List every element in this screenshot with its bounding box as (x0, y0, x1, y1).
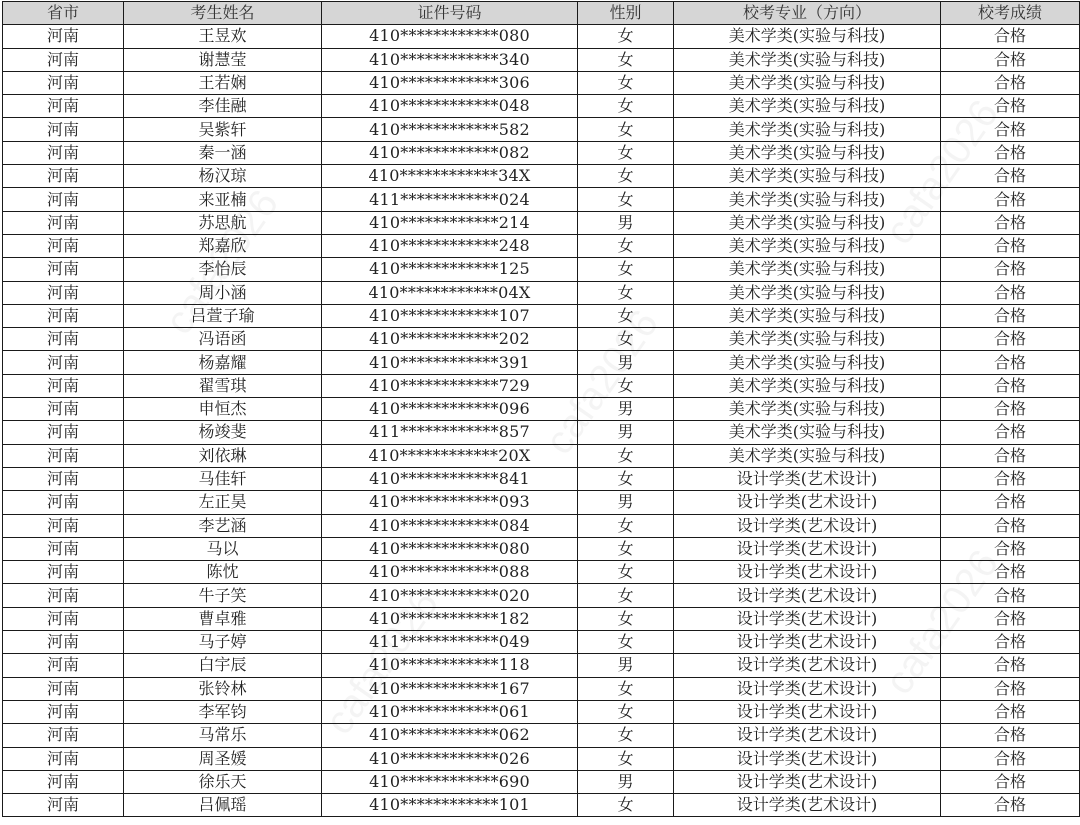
table-row (3, 351, 1080, 374)
cell-candidate-name: 谢慧莹 (124, 48, 322, 71)
cell-province: 河南 (3, 95, 124, 118)
cell-candidate-name: 李军钧 (124, 700, 322, 723)
table-header-row (3, 2, 1080, 25)
cell-gender: 男 (578, 211, 674, 234)
cell-candidate-name: 马以 (124, 537, 322, 560)
cell-province: 河南 (3, 631, 124, 654)
cell-result: 合格 (941, 537, 1080, 560)
cell-province: 河南 (3, 584, 124, 607)
cell-id-number: 410************026 (322, 747, 578, 770)
cell-gender: 女 (578, 374, 674, 397)
cell-gender: 女 (578, 607, 674, 630)
table-row (3, 607, 1080, 630)
cell-candidate-name: 马常乐 (124, 724, 322, 747)
cell-province: 河南 (3, 188, 124, 211)
table-row (3, 25, 1080, 48)
cell-candidate-name: 徐乐天 (124, 770, 322, 793)
cell-province: 河南 (3, 398, 124, 421)
cell-id-number: 410************080 (322, 537, 578, 560)
cell-gender: 女 (578, 537, 674, 560)
cell-province: 河南 (3, 700, 124, 723)
cell-major: 美术学类(实验与科技) (674, 211, 941, 234)
cell-result: 合格 (941, 211, 1080, 234)
cell-province: 河南 (3, 328, 124, 351)
cell-candidate-name: 张铃林 (124, 677, 322, 700)
cell-id-number: 410************214 (322, 211, 578, 234)
cell-id-number: 410************020 (322, 584, 578, 607)
cell-gender: 女 (578, 584, 674, 607)
cell-result: 合格 (941, 700, 1080, 723)
cell-id-number: 410************306 (322, 71, 578, 94)
admission-results-table (2, 1, 1080, 817)
cell-id-number: 410************391 (322, 351, 578, 374)
cell-province: 河南 (3, 165, 124, 188)
cell-province: 河南 (3, 25, 124, 48)
cell-id-number: 410************096 (322, 398, 578, 421)
cell-province: 河南 (3, 491, 124, 514)
cell-province: 河南 (3, 211, 124, 234)
cell-candidate-name: 苏思航 (124, 211, 322, 234)
cell-candidate-name: 冯语函 (124, 328, 322, 351)
cell-gender: 女 (578, 677, 674, 700)
cell-gender: 女 (578, 561, 674, 584)
table-row (3, 281, 1080, 304)
cell-province: 河南 (3, 304, 124, 327)
cell-candidate-name: 吕佩瑶 (124, 794, 322, 817)
cell-province: 河南 (3, 421, 124, 444)
cell-province: 河南 (3, 770, 124, 793)
cell-gender: 女 (578, 25, 674, 48)
cell-id-number: 410************202 (322, 328, 578, 351)
cell-province: 河南 (3, 654, 124, 677)
cell-candidate-name: 周圣媛 (124, 747, 322, 770)
cell-major: 设计学类(艺术设计) (674, 631, 941, 654)
cell-province: 河南 (3, 444, 124, 467)
cell-id-number: 410************04X (322, 281, 578, 304)
cell-major: 设计学类(艺术设计) (674, 770, 941, 793)
table-row (3, 631, 1080, 654)
cell-major: 设计学类(艺术设计) (674, 654, 941, 677)
cell-candidate-name: 李怡辰 (124, 258, 322, 281)
cell-major: 美术学类(实验与科技) (674, 95, 941, 118)
cell-major: 美术学类(实验与科技) (674, 421, 941, 444)
cell-candidate-name: 吴紫轩 (124, 118, 322, 141)
table-row (3, 584, 1080, 607)
table-row (3, 724, 1080, 747)
header-result: 校考成绩 (941, 2, 1080, 25)
table-row (3, 398, 1080, 421)
cell-gender: 女 (578, 724, 674, 747)
table-row (3, 654, 1080, 677)
cell-candidate-name: 杨竣斐 (124, 421, 322, 444)
cell-id-number: 411************024 (322, 188, 578, 211)
cell-id-number: 411************857 (322, 421, 578, 444)
cell-result: 合格 (941, 374, 1080, 397)
cell-province: 河南 (3, 537, 124, 560)
table-row (3, 677, 1080, 700)
cell-candidate-name: 左正昊 (124, 491, 322, 514)
cell-result: 合格 (941, 467, 1080, 490)
cell-result: 合格 (941, 770, 1080, 793)
cell-major: 美术学类(实验与科技) (674, 48, 941, 71)
cell-candidate-name: 吕萱子瑜 (124, 304, 322, 327)
cell-gender: 女 (578, 281, 674, 304)
cell-result: 合格 (941, 631, 1080, 654)
cell-result: 合格 (941, 747, 1080, 770)
table-row (3, 118, 1080, 141)
table-row (3, 700, 1080, 723)
cell-result: 合格 (941, 398, 1080, 421)
cell-candidate-name: 陈忱 (124, 561, 322, 584)
cell-gender: 女 (578, 165, 674, 188)
cell-id-number: 410************582 (322, 118, 578, 141)
cell-result: 合格 (941, 444, 1080, 467)
cell-province: 河南 (3, 351, 124, 374)
cell-gender: 女 (578, 258, 674, 281)
cell-major: 美术学类(实验与科技) (674, 141, 941, 164)
cell-candidate-name: 郑嘉欣 (124, 234, 322, 257)
cell-major: 设计学类(艺术设计) (674, 537, 941, 560)
cell-province: 河南 (3, 467, 124, 490)
cell-province: 河南 (3, 141, 124, 164)
cell-gender: 男 (578, 491, 674, 514)
cell-gender: 女 (578, 48, 674, 71)
cell-id-number: 410************182 (322, 607, 578, 630)
cell-province: 河南 (3, 561, 124, 584)
cell-province: 河南 (3, 677, 124, 700)
table-row (3, 71, 1080, 94)
cell-major: 美术学类(实验与科技) (674, 328, 941, 351)
cell-province: 河南 (3, 48, 124, 71)
cell-major: 美术学类(实验与科技) (674, 118, 941, 141)
cell-major: 设计学类(艺术设计) (674, 794, 941, 817)
header-major: 校考专业（方向） (674, 2, 941, 25)
cell-province: 河南 (3, 514, 124, 537)
cell-id-number: 411************049 (322, 631, 578, 654)
cell-major: 设计学类(艺术设计) (674, 467, 941, 490)
cell-result: 合格 (941, 654, 1080, 677)
table-row (3, 165, 1080, 188)
cell-major: 设计学类(艺术设计) (674, 561, 941, 584)
cell-major: 美术学类(实验与科技) (674, 351, 941, 374)
cell-major: 设计学类(艺术设计) (674, 724, 941, 747)
cell-result: 合格 (941, 281, 1080, 304)
cell-province: 河南 (3, 724, 124, 747)
cell-gender: 女 (578, 467, 674, 490)
cell-candidate-name: 翟雪琪 (124, 374, 322, 397)
cell-major: 美术学类(实验与科技) (674, 444, 941, 467)
cell-candidate-name: 马子婷 (124, 631, 322, 654)
table-row (3, 747, 1080, 770)
header-gender: 性别 (578, 2, 674, 25)
cell-gender: 女 (578, 234, 674, 257)
cell-candidate-name: 王昱欢 (124, 25, 322, 48)
cell-result: 合格 (941, 188, 1080, 211)
cell-candidate-name: 秦一涵 (124, 141, 322, 164)
cell-major: 美术学类(实验与科技) (674, 304, 941, 327)
cell-gender: 男 (578, 351, 674, 374)
cell-result: 合格 (941, 677, 1080, 700)
table-row (3, 328, 1080, 351)
cell-id-number: 410************048 (322, 95, 578, 118)
cell-result: 合格 (941, 514, 1080, 537)
table-row (3, 444, 1080, 467)
cell-province: 河南 (3, 234, 124, 257)
cell-id-number: 410************248 (322, 234, 578, 257)
cell-candidate-name: 杨汉琼 (124, 165, 322, 188)
table-row (3, 491, 1080, 514)
cell-major: 美术学类(实验与科技) (674, 234, 941, 257)
cell-id-number: 410************082 (322, 141, 578, 164)
cell-major: 设计学类(艺术设计) (674, 700, 941, 723)
cell-id-number: 410************088 (322, 561, 578, 584)
cell-province: 河南 (3, 118, 124, 141)
cell-result: 合格 (941, 607, 1080, 630)
cell-result: 合格 (941, 304, 1080, 327)
cell-gender: 女 (578, 444, 674, 467)
table-row (3, 258, 1080, 281)
cell-gender: 女 (578, 188, 674, 211)
cell-gender: 女 (578, 794, 674, 817)
cell-gender: 女 (578, 118, 674, 141)
cell-gender: 女 (578, 95, 674, 118)
cell-major: 美术学类(实验与科技) (674, 258, 941, 281)
cell-result: 合格 (941, 48, 1080, 71)
cell-candidate-name: 牛子笑 (124, 584, 322, 607)
cell-candidate-name: 李艺涵 (124, 514, 322, 537)
cell-candidate-name: 李佳融 (124, 95, 322, 118)
cell-id-number: 410************34X (322, 165, 578, 188)
cell-major: 美术学类(实验与科技) (674, 71, 941, 94)
cell-major: 设计学类(艺术设计) (674, 514, 941, 537)
cell-result: 合格 (941, 118, 1080, 141)
cell-province: 河南 (3, 374, 124, 397)
cell-major: 美术学类(实验与科技) (674, 188, 941, 211)
cell-id-number: 410************061 (322, 700, 578, 723)
cell-result: 合格 (941, 258, 1080, 281)
table-row (3, 421, 1080, 444)
table-row (3, 770, 1080, 793)
cell-province: 河南 (3, 794, 124, 817)
cell-result: 合格 (941, 95, 1080, 118)
table-row (3, 561, 1080, 584)
cell-result: 合格 (941, 141, 1080, 164)
header-province: 省市 (3, 2, 124, 25)
cell-id-number: 410************690 (322, 770, 578, 793)
cell-id-number: 410************107 (322, 304, 578, 327)
cell-major: 设计学类(艺术设计) (674, 584, 941, 607)
table-row (3, 48, 1080, 71)
cell-id-number: 410************101 (322, 794, 578, 817)
cell-province: 河南 (3, 71, 124, 94)
cell-gender: 男 (578, 770, 674, 793)
cell-gender: 男 (578, 421, 674, 444)
cell-gender: 女 (578, 631, 674, 654)
cell-province: 河南 (3, 281, 124, 304)
cell-gender: 男 (578, 654, 674, 677)
cell-major: 美术学类(实验与科技) (674, 165, 941, 188)
cell-id-number: 410************125 (322, 258, 578, 281)
cell-province: 河南 (3, 607, 124, 630)
cell-candidate-name: 申恒杰 (124, 398, 322, 421)
cell-candidate-name: 杨嘉耀 (124, 351, 322, 374)
cell-major: 美术学类(实验与科技) (674, 25, 941, 48)
cell-result: 合格 (941, 421, 1080, 444)
cell-result: 合格 (941, 71, 1080, 94)
table-row (3, 467, 1080, 490)
cell-major: 设计学类(艺术设计) (674, 607, 941, 630)
table-row (3, 537, 1080, 560)
cell-gender: 女 (578, 71, 674, 94)
cell-gender: 女 (578, 700, 674, 723)
cell-id-number: 410************20X (322, 444, 578, 467)
cell-result: 合格 (941, 584, 1080, 607)
cell-id-number: 410************729 (322, 374, 578, 397)
cell-result: 合格 (941, 328, 1080, 351)
header-id-number: 证件号码 (322, 2, 578, 25)
cell-gender: 女 (578, 328, 674, 351)
cell-major: 美术学类(实验与科技) (674, 398, 941, 421)
cell-gender: 男 (578, 398, 674, 421)
table-body (3, 25, 1080, 817)
cell-major: 设计学类(艺术设计) (674, 491, 941, 514)
cell-candidate-name: 刘依琳 (124, 444, 322, 467)
cell-result: 合格 (941, 25, 1080, 48)
cell-candidate-name: 曹卓雅 (124, 607, 322, 630)
cell-candidate-name: 马佳轩 (124, 467, 322, 490)
cell-id-number: 410************118 (322, 654, 578, 677)
cell-candidate-name: 来亚楠 (124, 188, 322, 211)
table-row (3, 514, 1080, 537)
cell-result: 合格 (941, 491, 1080, 514)
table-row (3, 95, 1080, 118)
cell-major: 美术学类(实验与科技) (674, 281, 941, 304)
cell-id-number: 410************062 (322, 724, 578, 747)
cell-gender: 女 (578, 514, 674, 537)
table-row (3, 794, 1080, 817)
cell-id-number: 410************093 (322, 491, 578, 514)
table-row (3, 234, 1080, 257)
cell-candidate-name: 周小涵 (124, 281, 322, 304)
cell-id-number: 410************340 (322, 48, 578, 71)
cell-major: 设计学类(艺术设计) (674, 747, 941, 770)
table-row (3, 188, 1080, 211)
cell-province: 河南 (3, 747, 124, 770)
cell-id-number: 410************167 (322, 677, 578, 700)
table-row (3, 211, 1080, 234)
cell-candidate-name: 白宇辰 (124, 654, 322, 677)
cell-gender: 女 (578, 304, 674, 327)
cell-id-number: 410************080 (322, 25, 578, 48)
table-row (3, 304, 1080, 327)
cell-result: 合格 (941, 794, 1080, 817)
table-row (3, 374, 1080, 397)
header-candidate-name: 考生姓名 (124, 2, 322, 25)
cell-major: 设计学类(艺术设计) (674, 677, 941, 700)
cell-province: 河南 (3, 258, 124, 281)
cell-id-number: 410************084 (322, 514, 578, 537)
cell-candidate-name: 王若娴 (124, 71, 322, 94)
cell-result: 合格 (941, 234, 1080, 257)
cell-result: 合格 (941, 165, 1080, 188)
cell-major: 美术学类(实验与科技) (674, 374, 941, 397)
cell-result: 合格 (941, 351, 1080, 374)
cell-gender: 女 (578, 747, 674, 770)
cell-result: 合格 (941, 724, 1080, 747)
table-row (3, 141, 1080, 164)
cell-id-number: 410************841 (322, 467, 578, 490)
cell-gender: 女 (578, 141, 674, 164)
cell-result: 合格 (941, 561, 1080, 584)
